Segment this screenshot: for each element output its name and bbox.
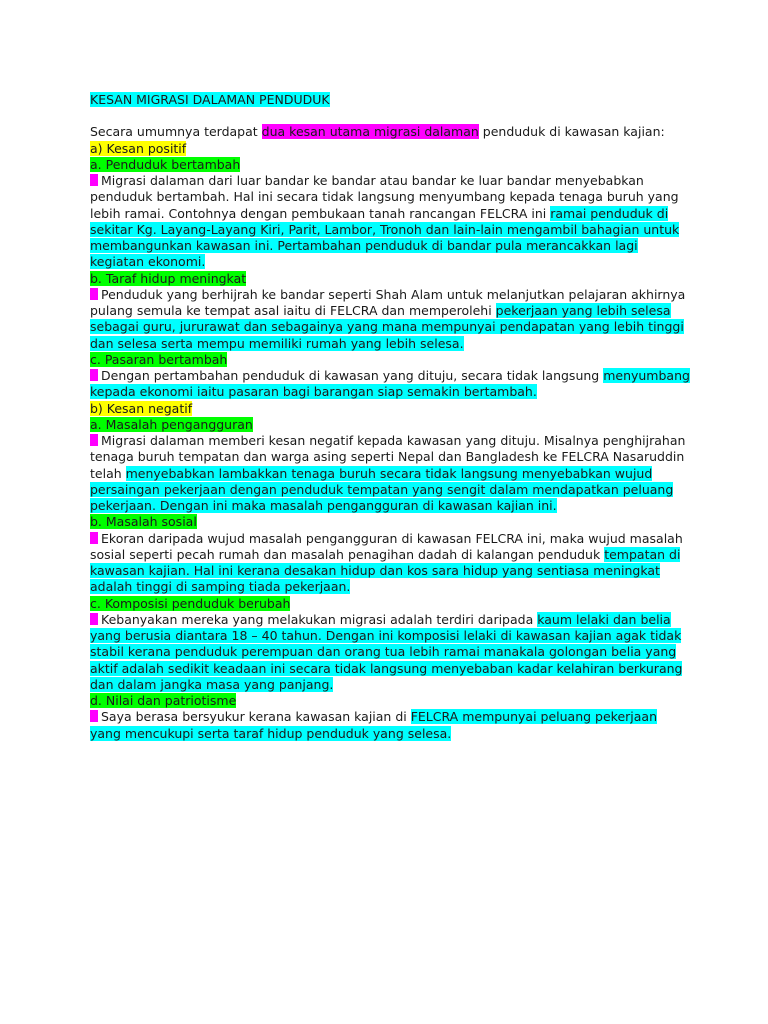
title-text: KESAN MIGRASI DALAMAN PENDUDUK	[90, 92, 330, 107]
paragraph-b1-highlight: menyebabkan lambakkan tenaga buruh secara tidak langsung menyebabkan wujud persaingan pekerjaan dengan penduduk tempatan yang sengit dalam mendapatkan peluang pekerjaan. Dengan ini maka masalah pengangguran di kawasan kajian ini.	[90, 465, 674, 513]
section-positive-text: a) Kesan positif	[90, 140, 187, 156]
subheading-b3-text: c. Komposisi penduduk berubah	[90, 595, 291, 611]
intro-post: penduduk di kawasan kajian:	[478, 124, 665, 140]
section-heading-positive	[90, 141, 690, 157]
paragraph-b2-text: Ekoran daripada wujud masalah pengangguran di kawasan FELCRA ini, maka wujud masalah sosial seperti pecah rumah dan masalah penagihan dadah di kalangan penduduk	[90, 530, 683, 562]
paragraph-a1-text: Migrasi dalaman dari luar bandar ke bandar atau bandar ke luar bandar menyebabkan penduduk bertambah. Hal ini secara tidak langsung menyumbang kepada tenaga buruh yang lebih ramai. Contohnya dengan pembukaan tanah rancangan FELCRA ini	[90, 173, 679, 221]
subheading-b2	[90, 514, 690, 530]
intro-pre: Secara umumnya terdapat	[90, 124, 262, 140]
section-negative-text: b) Kesan negatif	[90, 400, 193, 416]
paragraph-b3	[90, 612, 690, 693]
bullet-marker-icon	[90, 369, 98, 381]
paragraph-a2-text: Penduduk yang berhijrah ke bandar seperti Shah Alam untuk melanjutkan pelajaran akhirnya pulang semula ke tempat asal iaitu di FELCRA dan memperolehi	[90, 286, 686, 318]
paragraph-b4-highlight: FELCRA mempunyai peluang pekerjaan yang mencukupi serta taraf hidup penduduk yang selesa.	[90, 709, 658, 741]
intro-highlight: dua kesan utama migrasi dalaman	[261, 124, 479, 140]
subheading-b4	[90, 693, 690, 709]
paragraph-b1-text: Migrasi dalaman memberi kesan negatif kepada kawasan yang dituju. Misalnya penghijrahan tenaga buruh tempatan dan warga asing seperti Nepal dan Bangladesh ke FELCRA Nasaruddin telah	[90, 433, 686, 481]
subheading-b1-text: a. Masalah pengangguran	[90, 416, 253, 432]
bullet-marker-icon	[90, 288, 98, 300]
document-body	[90, 92, 690, 742]
paragraph-b2-highlight: tempatan di kawasan kajian. Hal ini kerana desakan hidup dan kos sara hidup yang sentiasa meningkat adalah tinggi di samping tiada pekerjaan.	[90, 546, 681, 595]
subheading-a2	[90, 271, 690, 287]
paragraph-b1	[90, 433, 690, 514]
paragraph-b4	[90, 709, 690, 742]
subheading-a2-text: b. Taraf hidup meningkat	[90, 270, 247, 286]
subheading-b1	[90, 417, 690, 433]
bullet-marker-icon	[90, 532, 98, 544]
paragraph-a3-highlight: menyumbang kepada ekonomi iaitu pasaran bagi barangan siap semakin bertambah.	[90, 368, 690, 400]
subheading-b2-text: b. Masalah sosial	[90, 514, 197, 530]
subheading-a3-text: c. Pasaran bertambah	[90, 351, 228, 367]
paragraph-a2	[90, 287, 690, 352]
paragraph-a1-highlight: ramai penduduk di sekitar Kg. Layang-Layang Kiri, Parit, Lambor, Tronoh dan lain-lain mengambil bahagian untuk membangunkan kawasan ini. Pertambahan penduduk di bandar pula merancakkan lagi kegiatan ekonomi.	[90, 205, 680, 270]
subheading-b4-text: d. Nilai dan patriotisme	[90, 693, 237, 708]
document-title	[90, 92, 690, 108]
subheading-a1	[90, 157, 690, 173]
paragraph-b2	[90, 531, 690, 596]
subheading-b3	[90, 596, 690, 612]
intro-paragraph	[90, 124, 690, 140]
bullet-marker-icon	[90, 174, 98, 186]
subheading-a1-text: a. Penduduk bertambah	[90, 156, 241, 172]
subheading-a3	[90, 352, 690, 368]
bullet-marker-icon	[90, 613, 98, 625]
paragraph-a3	[90, 368, 690, 401]
paragraph-b4-text: Saya berasa bersyukur kerana kawasan kajian di	[101, 709, 411, 725]
bullet-marker-icon	[90, 434, 98, 446]
paragraph-a3-text: Dengan pertambahan penduduk di kawasan yang dituju, secara tidak langsung	[101, 368, 604, 383]
paragraph-a1	[90, 173, 690, 271]
paragraph-b3-highlight: kaum lelaki dan belia yang berusia diantara 18 – 40 tahun. Dengan ini komposisi lelaki di kawasan kajian agak tidak stabil kerana penduduk perempuan dan orang tua lebih ramai manakala golongan belia yang aktif adalah sedikit keadaan ini secara tidak langsung menyebaban kadar kelahiran berkurang dan dalam jangka masa yang panjang.	[90, 611, 683, 692]
bullet-marker-icon	[90, 710, 98, 722]
paragraph-a2-highlight: pekerjaan yang lebih selesa sebagai guru, jururawat dan sebagainya yang mana mempunyai pendapatan yang lebih tinggi dan selesa serta mempu memiliki rumah yang lebih selesa.	[90, 303, 684, 351]
paragraph-b3-text: Kebanyakan mereka yang melakukan migrasi adalah terdiri daripada	[101, 611, 538, 627]
section-heading-negative	[90, 401, 690, 417]
